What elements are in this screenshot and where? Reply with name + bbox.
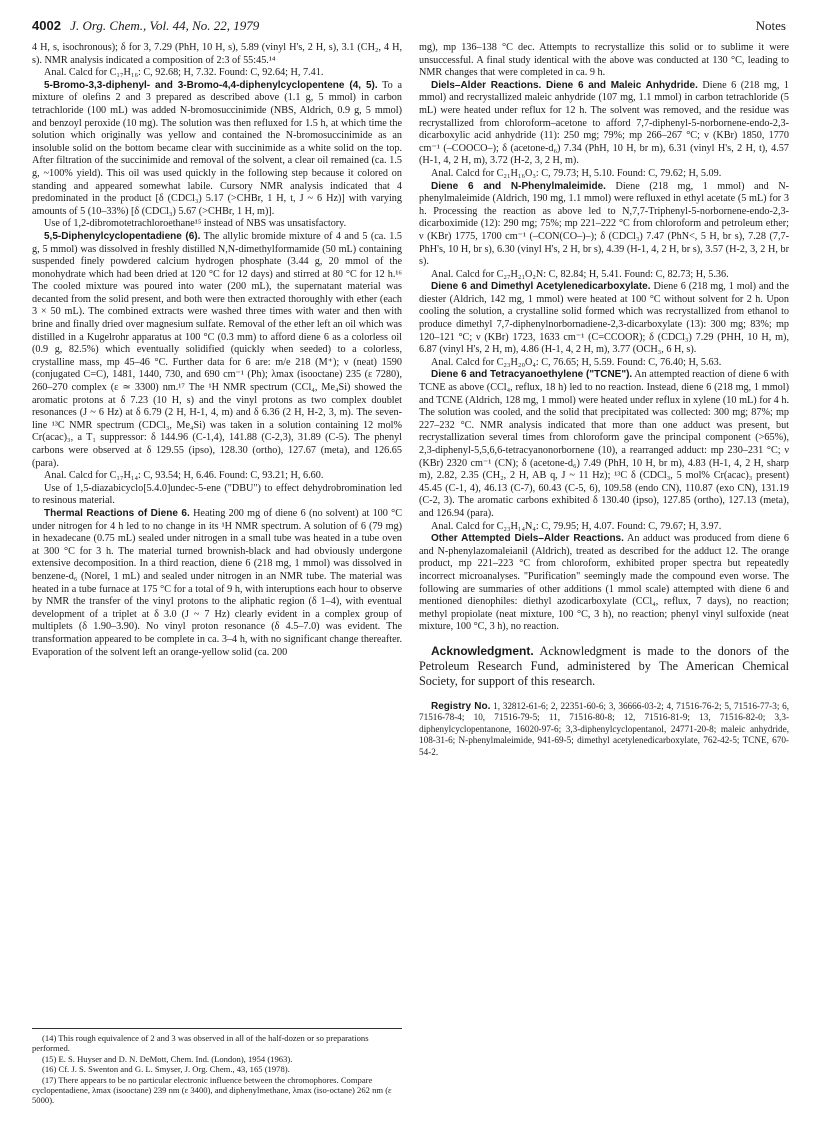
paragraph	[419, 181, 789, 269]
paragraph	[32, 470, 402, 483]
paragraph	[419, 533, 789, 634]
paragraph	[32, 67, 402, 80]
paragraph-text: The allylic bromide mixture of 4 and 5 (ca. 1.5 g, 5 mmol) was dissolved in freshly distilled N,N-dimethylformamide (50 mL) containing suspended finely powdered calcium hydrogen phosphate (3.44 g, 20 mmol of the monohydrate which had been dried at 120 °C for 12 days) and stirred at 80 °C for 12 h.¹⁶ The cooled mixture was poured into water (200 mL), the supernatant material was decanted from the solid present, and both were then extracted thoroughly with ether (each 3 × 50 mL). The combined extracts were washed three times with water and then with brine and finally dried over magnesium sulfate. Removal of the ether left an oil which was distilled in a Kugelrohr apparatus at 100 °C (0.3 mm) to afford diene 6 as a colorless oil (0.9 g, 82.5%) which eventually solidified (quickly when seeded) to a colorless, crystalline mass, mp 45–46 °C. Further data for 6 are: m/e 218 (M⁺); ν (neat) 1590 (conjugated C=C), 1481, 1440, 730, and 690 cm⁻¹ (Ph); λmax (isooctane) 235 (ε 7280), 260–270 complex (ε ≃ 3300) nm.¹⁷ The ¹H NMR spectrum (CCl₄, Me₄Si) showed the aromatic protons at δ 7.23 (10 H, s) and the vinyl protons as two complex doublet resonances (J ~ 6 Hz) at δ 6.79 (2 H, H-1, 4, m) and δ 6.36 (2 H, H-2, 3, m). The seven-line ¹³C NMR spectrum (CDCl₃, Me₄Si) was taken in a solution containing 12 mol% Cr(acac)₃, a T₁ suppressor: δ 144.96 (C-1,4), 141.88 (C-2,3), 31.89 (C-5). The phenyl carbons were observed at δ 129.55 (ipso), 128.30 (ortho), 127.67 (meta), and 126.65 (para).	[32, 230, 402, 469]
paragraph	[32, 218, 402, 231]
paragraph	[419, 369, 789, 520]
paragraph	[419, 168, 789, 181]
footnote: (17) There appears to be no particular electronic influence between the chromophores. Compare cyclopentadiene, λmax (isooctane) 239 nm (ε 3400), and diphenylmethane, λmax (iso-octane) 262 nm (ε 5000).	[32, 1074, 392, 1106]
registry-heading: Registry No.	[431, 700, 491, 712]
acknowledgment	[419, 644, 789, 689]
paragraph-text: Anal. Calcd for C₂₁H₁₆O₃: C, 79.73; H, 5.10. Found: C, 79.62; H, 5.09.	[431, 167, 722, 179]
paragraph-heading: Diene 6 and Tetracyanoethylene ("TCNE").	[431, 369, 633, 381]
page-number: 4002	[32, 18, 61, 33]
acknowledgment-heading: Acknowledgment.	[431, 643, 534, 658]
right-column	[419, 42, 789, 758]
paragraph-heading: 5-Bromo-3,3-diphenyl- and 3-Bromo-4,4-diphenylcyclopentene (4, 5).	[44, 79, 378, 91]
section-name: Notes	[755, 18, 786, 33]
paragraph	[419, 269, 789, 282]
paragraph-heading: 5,5-Diphenylcyclopentadiene (6).	[44, 230, 201, 242]
paragraph-text: Anal. Calcd for C₂₇H₂₁O₂N: C, 82.84; H, 5.41. Found: C, 82.73; H, 5.36.	[431, 268, 729, 280]
registry-text: 1, 32812-61-6; 2, 22351-60-6; 3, 36666-03-2; 4, 71516-76-2; 5, 71516-77-3; 6, 71516-78-4; 10, 71516-79-5; 11, 71516-80-8; 12, 71516-81-9; 13, 71516-82-0; 3,3-diphenylcyclopentanone, 16020-97-6; 3,3-diphenylcyclopentanol, 24771-20-8; maleic anhydride, 108-31-6; N-phenylmaleimide, 941-69-5; dimethyl acetylenedicarboxylate, 762-42-5; TCNE, 670-54-2.	[419, 700, 790, 757]
paragraph-text: Use of 1,5-diazabicyclo[5.4.0]undec-5-ene ("DBU") to effect dehydrobromination led to resinous material.	[32, 482, 402, 507]
paragraph-heading: Other Attempted Diels–Alder Reactions.	[431, 533, 624, 545]
paragraph	[419, 357, 789, 370]
paragraph-text: An adduct was produced from diene 6 and N-phenylazomaleianil (Aldrich), treated as described for the adduct 12. The orange product, mp 221–223 °C from chloroform, exhibited proper spectra but repeatedly incorrect microanalyses. "Purification" seemingly made the compound even worse. The following are summaries of other additions (1 mmol scale) attempted with diene 6 and mentioned dienophiles: diethyl azodicarboxylate (CCl₄, reflux, 7 days), no reaction; methyl propiolate (neat mixture, 100 °C, 3 h), no reaction; phenyl vinyl sulfoxide (neat mixture, 100 °C, 3 h), no reaction.	[419, 533, 790, 633]
paragraph-text: Use of 1,2-dibromotetrachloroethane¹⁵ instead of NBS was unsatisfactory.	[44, 218, 347, 230]
paragraph	[32, 231, 402, 470]
acknowledgment-text: Acknowledgment is made to the donors of the Petroleum Research Fund, administered by The American Chemical Society, for support of this research.	[419, 643, 789, 688]
footnote: (14) This rough equivalence of 2 and 3 was observed in all of the half-dozen or so preparations performed.	[32, 1033, 369, 1054]
paragraph-text: An attempted reaction of diene 6 with TCNE as above (CCl₄, reflux, 18 h) led to no reaction. Instead, diene 6 (218 mg, 1 mmol) and TCNE (Aldrich, 128 mg, 1 mmol) were heated under reflux in xylene (10 mL) for 4 h. The solution was cooled, and the solid that precipitated was collected: 300 mg; 87%; mp 227–232 °C. NMR analysis indicated that more than one adduct was present, but recrystallization several times from chloroform gave the principal component (>65%), 2,3-diphenyl-5,5,6,6-tetracyanonorbornene (10), a rearranged adduct: mp 230–231 °C; ν (KBr) 2320 cm⁻¹ (CN); δ (acetone-d₆) 7.49 (PhH, 10 H, br m), 4.83 (H-1, 4, 2 H, sharp m), 2.82, 2.35 (CH₂, 2 H, AB q, J ~ 11 Hz); ¹³C δ (CDCl₃, 5 mol% Cr(acac)₃ present) 45.45 (C-1, 4), 46.13 (C-7), 60.43 (C-5, 6), 109.58 (endo CN), 110.87 (exo CN), 131.19 (C-2, 3). The aromatic carbons exhibited δ 130.40 (ipso), 127.85 (ortho), 127.13 (meta), and 126.94 (para).	[419, 369, 790, 519]
paragraph-text: Anal. Calcd for C₁₇H₁₄: C, 93.54; H, 6.46. Found: C, 93.21; H, 6.60.	[44, 470, 324, 482]
paragraph	[32, 508, 402, 659]
paragraph-text: Diene 6 (218 mg, 1 mmol) and recrystallized maleic anhydride (107 mg, 1.1 mmol) in carbon tetrachloride (5 mL) were heated under reflux for 12 h. The solvent was removed, and the residue was recrystallized from chloroform–acetone to afford 7,7-diphenyl-5-norbornene-endo-2,3-dicarboxylic acid anhydride (11): 250 mg; 79%; mp 266–267 °C; ν (KBr) 1850, 1770 cm⁻¹ (–COOCO–); δ (acetone-d₆) 7.34 (PhH, 10 H, br m), 6.31 (vinyl H's, 2 H, t), 4.57 (H-1, 4, 2 H, m), 3.72 (H-2, 3, 2 H, m).	[419, 79, 790, 167]
paragraph-heading: Diene 6 and Dimethyl Acetylenedicarboxylate.	[431, 281, 651, 293]
journal-citation: J. Org. Chem., Vol. 44, No. 22, 1979	[70, 18, 260, 33]
paragraph	[419, 521, 789, 534]
paragraph-text: Heating 200 mg of diene 6 (no solvent) at 100 °C under nitrogen for 4 h led to no change in its ¹H NMR spectrum. A solution of 6 (79 mg) in hexadecane (0.75 mL) sealed under nitrogen in a small tube was heated in a tube oven at 300 °C for 3 h. The material turned brownish-black and had obviously undergone extensive decomposition. In a third reaction, diene 6 (218 mg, 1 mmol) was dissolved in benzene-d₆ (Norel, 1 mL) and sealed under nitrogen in an NMR tube. The material was heated in a tube furnace at 175 °C for a total of 9 h, with interuptions each hour to observe by NMR the transfer of the vinyl protons to the aliphatic region (δ 1–4), with eventual development of a triplet at δ 3.0 (J ~ 7 Hz) clearly evident in a complex group of multiplets (δ 1.90–3.90). No vinyl proton resonance (δ 4.5–7.0) was evident. The transformation appeared to be complete in ca. 3–4 h, with no significant change thereafter. Evaporation of the solvent left an orange-yellow solid (ca. 200	[32, 507, 403, 658]
paragraph	[32, 42, 402, 67]
paragraph-text: Anal. Calcd for C₂₃H₂₀O₄: C, 76.65; H, 5.59. Found: C, 76.40; H, 5.63.	[431, 356, 722, 368]
registry-numbers	[419, 701, 789, 758]
paragraph-text: Anal. Calcd for C₂₃H₁₄N₄: C, 79.95; H, 4.07. Found: C, 79.67; H, 3.97.	[431, 520, 722, 532]
paragraph	[419, 42, 789, 80]
paragraph-heading: Thermal Reactions of Diene 6.	[44, 507, 190, 519]
paragraph-text: Diene 6 (218 mg, 1 mol) and the diester (Aldrich, 142 mg, 1 mmol) were heated at 100 °C without solvent for 2 h. Upon cooling the solution, a crystalline solid formed which was recrystallized from ethanol to produce dimethyl 7,7-diphenylnorbornadiene-2,3-dicarboxylate (13): 300 mg; 83%; mp 120–121 °C; ν (KBr) 1723, 1633 cm⁻¹ (C=CCOOR); δ (CDCl₃) 7.29 (PHH, 10 H, m), 6.87 (vinyl H's, 2 H, m), 4.86 (H-1, 4, 2 H, m), 3.77 (OCH₃, 6 H, s).	[419, 281, 790, 356]
footnotes	[32, 1028, 402, 1106]
left-column	[32, 42, 402, 659]
page-header	[32, 18, 786, 36]
header-left	[32, 18, 259, 34]
paragraph	[32, 80, 402, 219]
paragraph-text: To a mixture of olefins 2 and 3 prepared as described above (1.1 g, 5 mmol) in carbon tetrachloride (100 mL) was added N-bromosuccinimide (NBS, Aldrich, 0.9 g, 5 mmol) and benzoyl peroxide (10 mg). The solution was then refluxed for 1.5 h, at which time the solution which originally was yellow and contained the N-bromosuccinimide as an insoluble solid on the bottom became clear with succinimide as a white solid on the top. After filtration of the succinimide and removal of the solvent, a clear oil remained (ca. 1.5 g, ~100% yield). This oil was used quickly in the following step because it colored on standing and appeared somewhat labile. Cursory NMR analysis indicated that 4 predominated in the product [δ (CDCl₃) 5.17 (>CHBr, 1 H, t, J ~ 6 Hz)] with varying amounts of 5 (10–33%) [δ (CDCl₃) 5.67 (>CHBr, 1 H, m)].	[32, 79, 402, 217]
footnote: (15) E. S. Huyser and D. N. DeMott, Chem. Ind. (London), 1954 (1963).	[42, 1053, 293, 1064]
paragraph-text: Diene (218 mg, 1 mmol) and N-phenylmaleimide (Aldrich, 190 mg, 1.1 mmol) were refluxed in ethyl acetate (5 mL) for 3 h. Processing the reaction as above led to N,7,7-Triphenyl-5-norbornene-endo-2,3-dicarboximide (12): 290 mg; 75%; mp 221–222 °C from chloroform and petroleum ether; ν (KBr) 1775, 1700 cm⁻¹ (–CON(CO–)–); δ (CDCl₃) 7.47 (PhN<, 5 H, br s), 7.28 (7,7-PhH's, 10 H, br s), 6.30 (vinyl H's, 2 H, br s), 4.39 (H-1, 4, 2 H, br s), 3.57 (H-2, 3, 2 H, br s).	[419, 180, 790, 268]
paragraph	[419, 80, 789, 168]
paragraph-heading: Diels–Alder Reactions. Diene 6 and Maleic Anhydride.	[431, 79, 698, 91]
paragraph	[32, 483, 402, 508]
paragraph-text: Anal. Calcd for C₁₇H₁₆: C, 92.68; H, 7.32. Found: C, 92.64; H, 7.41.	[44, 67, 324, 79]
paragraph	[419, 281, 789, 357]
paragraph-heading: Diene 6 and N-Phenylmaleimide.	[431, 180, 606, 192]
paragraph-text: 4 H, s, isochronous); δ for 3, 7.29 (PhH, 10 H, s), 5.89 (vinyl H's, 2 H, s), 3.1 (CH₂, 4 H, s). NMR analysis indicated a composition of 2:3 of 55:45.¹⁴	[32, 42, 402, 66]
footnote: (16) Cf. J. S. Swenton and G. L. Smyser, J. Org. Chem., 43, 165 (1978).	[42, 1064, 290, 1075]
paragraph-text: mg), mp 136–138 °C dec. Attempts to recrystallize this solid or to sublime it were unsuccessful. A final study identical with the above was conducted at 130 °C, leading to NMR changes that were completed in ca. 9 h.	[419, 42, 789, 79]
